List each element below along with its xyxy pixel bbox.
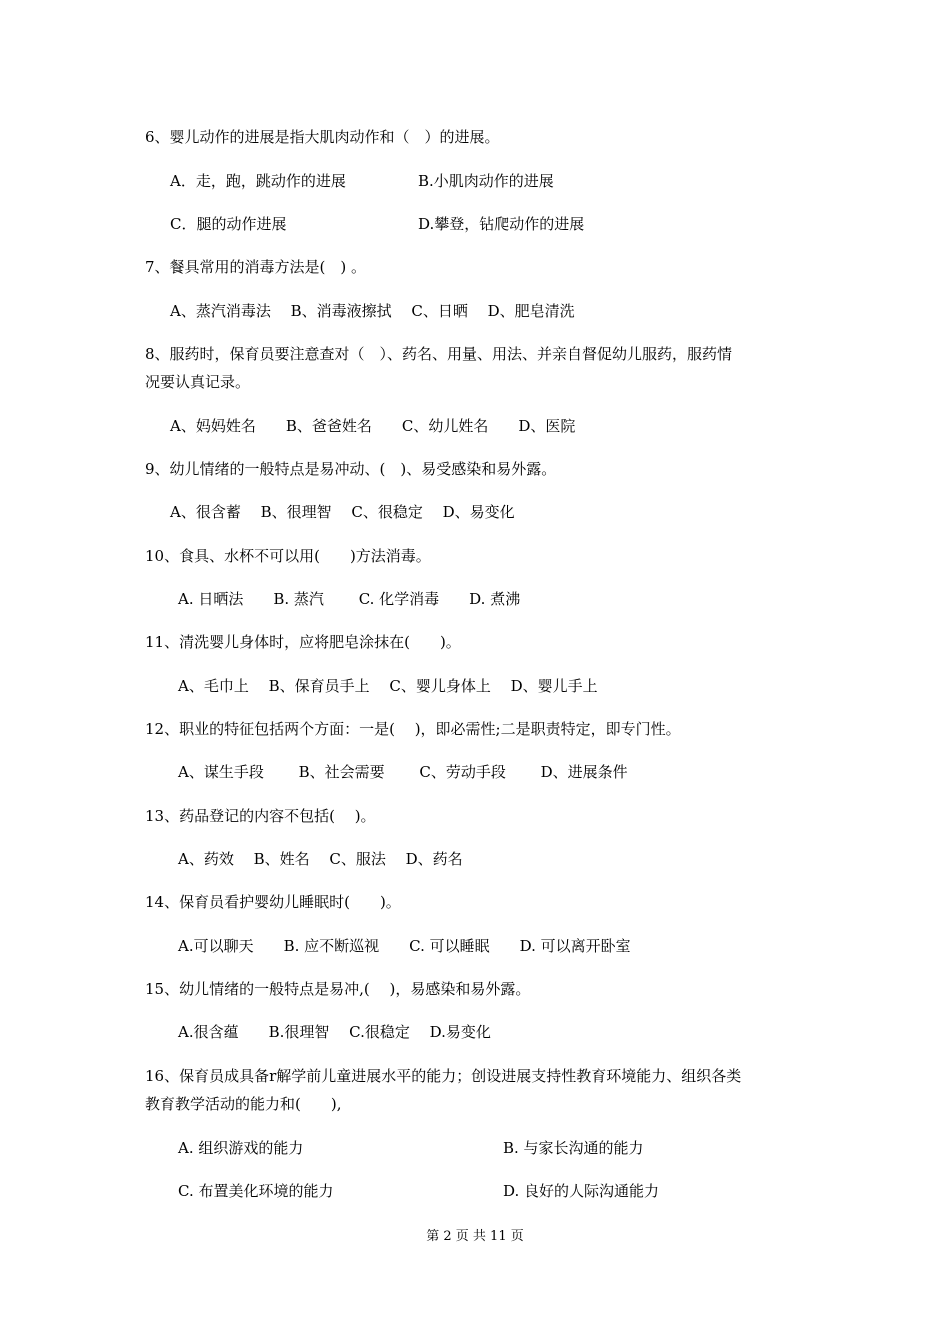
option-b: B.小肌肉动作的进展: [418, 172, 554, 190]
question-stem: 6、婴儿动作的进展是指大肌肉动作和（ ）的进展。: [145, 128, 500, 146]
options-row: A、蒸汽消毒法 B、消毒液擦拭 C、日晒 D、肥皂清洗: [170, 302, 575, 320]
option-c: C. 布置美化环境的能力: [178, 1182, 334, 1200]
option-c: C．腿的动作进展: [170, 215, 287, 233]
options-row: A. 日晒法 B. 蒸汽 C. 化学消毒 D. 煮沸: [178, 590, 521, 608]
option-d: D.攀登，钻爬动作的进展: [418, 215, 585, 233]
question-stem: 9、幼儿情绪的一般特点是易冲动、( )、易受感染和易外露。: [145, 460, 557, 478]
options-row: A、妈妈姓名 B、爸爸姓名 C、幼儿姓名 D、医院: [170, 417, 576, 435]
question-stem-continued: 教育教学活动的能力和( ),: [145, 1095, 342, 1113]
options-row: A、毛巾上 B、保育员手上 C、婴儿身体上 D、婴儿手上: [178, 677, 598, 695]
question-stem-continued: 况要认真记录。: [145, 373, 251, 391]
question-stem: 10、食具、水杯不可以用( )方法消毒。: [145, 547, 431, 565]
option-a: A. 组织游戏的能力: [178, 1139, 304, 1157]
page-footer: 第 2 页 共 11 页: [426, 1229, 524, 1244]
question-stem: 13、药品登记的内容不包括( )。: [145, 807, 376, 825]
options-row: A、药效 B、姓名 C、服法 D、药名: [178, 850, 463, 868]
option-d: D. 良好的人际沟通能力: [503, 1182, 660, 1200]
question-stem: 11、清洗婴儿身体时，应将肥皂涂抹在( )。: [145, 633, 461, 651]
question-stem: 7、餐具常用的消毒方法是( ) 。: [145, 258, 367, 276]
options-row: A、谋生手段 B、社会需要 C、劳动手段 D、进展条件: [178, 763, 628, 781]
options-row: A、很含蓄 B、很理智 C、很稳定 D、易变化: [170, 503, 515, 521]
question-stem: 8、服药时，保育员要注意查对（ ）、药名、用量、用法、并亲自督促幼儿服药，服药情: [145, 345, 733, 363]
question-stem: 15、幼儿情绪的一般特点是易冲,( )，易感染和易外露。: [145, 980, 531, 998]
option-b: B. 与家长沟通的能力: [503, 1139, 644, 1157]
options-row: A.很含蕴 B.很理智 C.很稳定 D.易变化: [178, 1023, 491, 1041]
option-a: A．走，跑，跳动作的进展: [170, 172, 346, 190]
options-row: A.可以聊天 B. 应不断巡视 C. 可以睡眠 D. 可以离开卧室: [178, 937, 631, 955]
question-stem: 16、保育员成具备r解学前儿童进展水平的能力；创设进展支持性教育环境能力、组织各类: [145, 1067, 742, 1085]
question-stem: 14、保育员看护婴幼儿睡眠时( )。: [145, 893, 401, 911]
question-stem: 12、职业的特征包括两个方面：一是( )，即必需性;二是职责特定，即专门性。: [145, 720, 681, 738]
